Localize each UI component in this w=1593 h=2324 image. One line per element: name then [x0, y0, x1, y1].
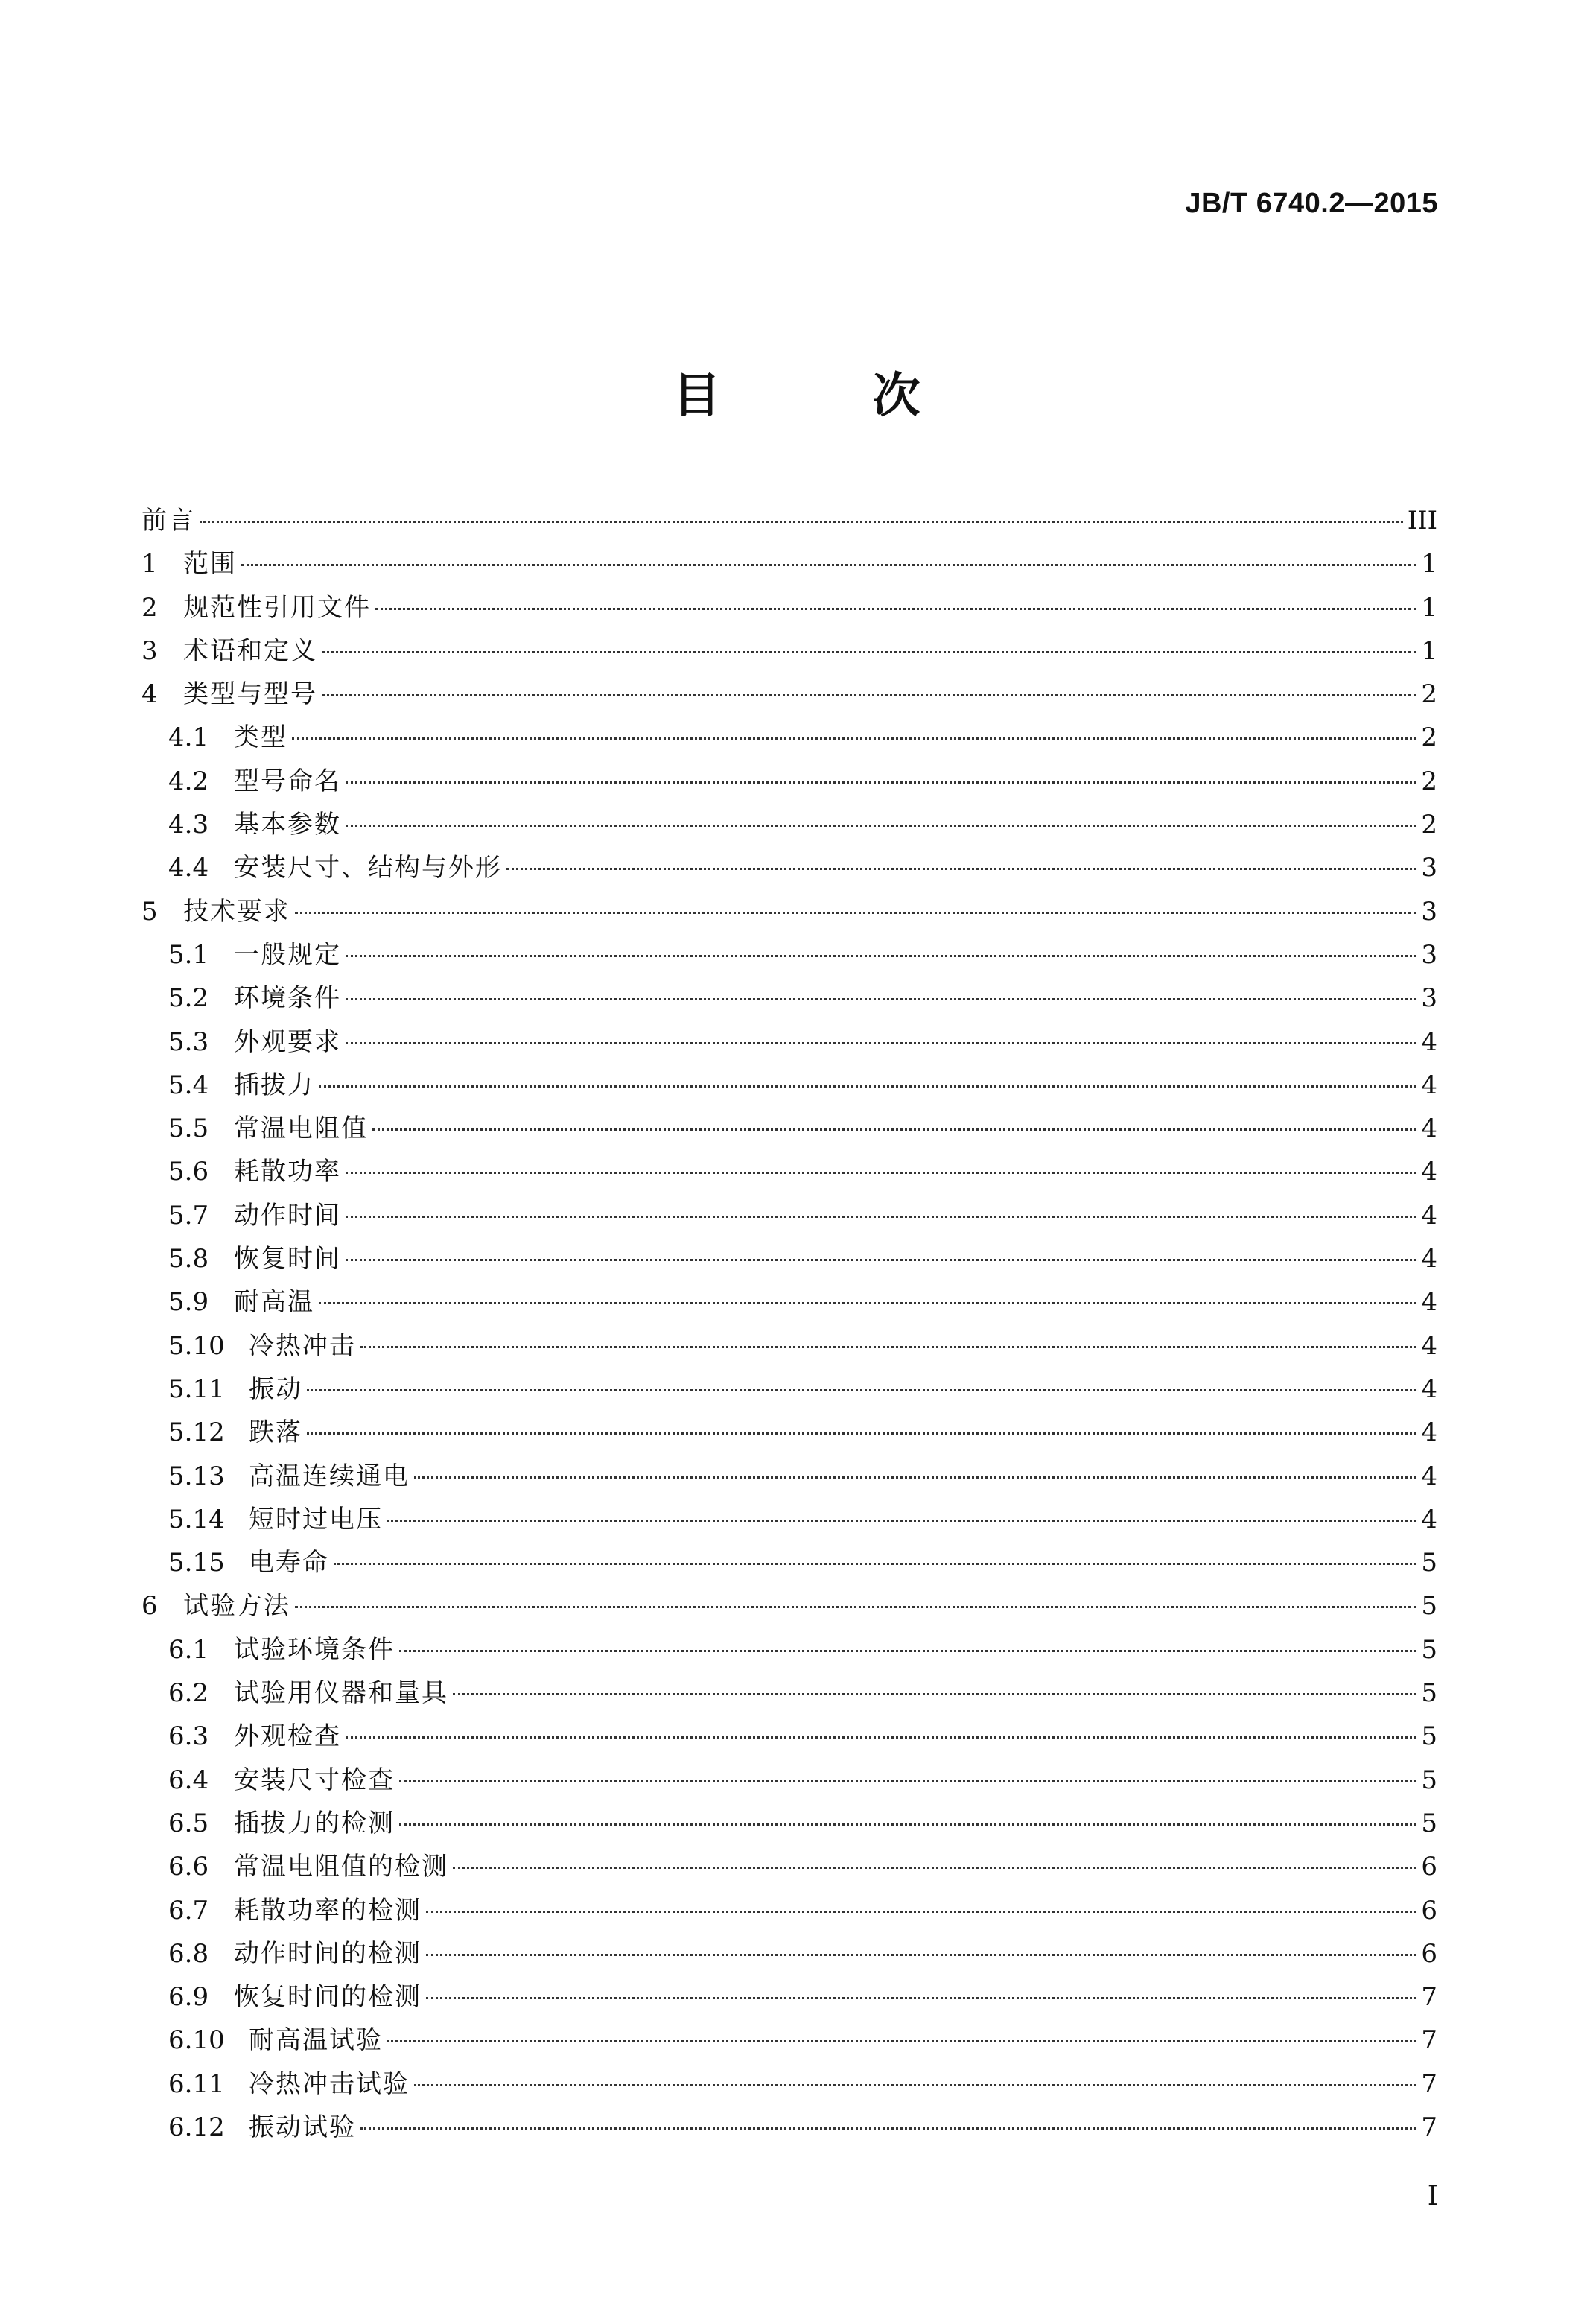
toc-entry[interactable] [142, 1541, 1437, 1584]
dot-leader [307, 1389, 1416, 1391]
toc-entry[interactable] [142, 499, 1437, 542]
dot-leader [399, 1650, 1416, 1652]
dot-leader [334, 1563, 1416, 1565]
toc-entry-page: 6 [1421, 1852, 1437, 1882]
toc-entry-page: 4 [1421, 1461, 1437, 1491]
toc-entry-label: 恢复时间的检测 [234, 1982, 422, 2013]
dot-leader [200, 521, 1403, 523]
dot-leader [414, 2084, 1416, 2086]
toc-entry-number: 4 [142, 679, 158, 710]
toc-entry-label: 高温连续通电 [249, 1461, 410, 1491]
toc-entry-page: 2 [1421, 679, 1437, 710]
dot-leader [295, 912, 1416, 914]
toc-entry-label: 试验用仪器和量具 [234, 1678, 448, 1709]
toc-entry-label: 耗散功率的检测 [234, 1895, 422, 1925]
toc-entry-number: 4.3 [168, 810, 209, 840]
toc-entry-number: 5.4 [168, 1070, 209, 1100]
toc-entry-number: 5.2 [168, 983, 209, 1014]
toc-entry[interactable] [142, 2106, 1437, 2149]
dot-leader [307, 1432, 1416, 1435]
dot-leader [346, 781, 1416, 784]
toc-entry-number: 2 [142, 592, 158, 623]
toc-entry-label: 型号命名 [234, 766, 341, 796]
toc-entry[interactable] [142, 586, 1437, 629]
dot-leader [346, 998, 1416, 1000]
dot-leader [360, 1346, 1416, 1348]
toc-entry-label: 冷热冲击试验 [249, 2069, 410, 2099]
dot-leader [346, 1736, 1416, 1739]
toc-entry-label: 动作时间 [234, 1200, 341, 1231]
table-of-contents [142, 499, 1437, 2149]
toc-entry-number: 6.3 [168, 1721, 209, 1752]
toc-entry-page: 6 [1421, 1938, 1437, 1969]
toc-entry-page: 4 [1421, 1157, 1437, 1187]
toc-entry-number: 5.14 [168, 1504, 225, 1534]
toc-entry[interactable] [142, 1671, 1437, 1715]
toc-entry-number: 5.7 [168, 1200, 209, 1231]
toc-entry[interactable] [142, 542, 1437, 585]
toc-entry[interactable] [142, 629, 1437, 673]
toc-entry-label: 安装尺寸、结构与外形 [234, 853, 502, 883]
toc-entry-page: 7 [1421, 2025, 1437, 2056]
toc-entry-page: 5 [1421, 1721, 1437, 1752]
dot-leader [426, 1954, 1416, 1956]
toc-entry-label: 一般规定 [234, 939, 341, 970]
toc-entry-label: 外观要求 [234, 1026, 341, 1057]
dot-leader [295, 1606, 1416, 1608]
toc-entry-page: 4 [1421, 1287, 1437, 1318]
toc-entry[interactable] [142, 2063, 1437, 2106]
toc-entry-page: 4 [1421, 1114, 1437, 1144]
toc-entry[interactable] [142, 1584, 1437, 1628]
dot-leader [241, 564, 1416, 566]
toc-entry[interactable] [142, 716, 1437, 759]
toc-entry-number: 5.6 [168, 1157, 209, 1187]
toc-entry-number: 6.2 [168, 1678, 209, 1709]
standard-code: JB/T 6740.2—2015 [1185, 188, 1438, 219]
toc-entry-number: 6.9 [168, 1982, 209, 2013]
toc-entry[interactable] [142, 933, 1437, 977]
toc-entry-page: 5 [1421, 1634, 1437, 1665]
toc-entry-label: 基本参数 [234, 810, 341, 840]
toc-entry-number: 5.11 [168, 1374, 225, 1404]
toc-entry[interactable] [142, 1020, 1437, 1064]
dot-leader [399, 1780, 1416, 1782]
toc-entry-number: 5.1 [168, 939, 209, 970]
toc-entry[interactable] [142, 803, 1437, 846]
toc-entry-page: 1 [1421, 549, 1437, 580]
dot-leader [506, 868, 1416, 870]
toc-entry[interactable] [142, 1280, 1437, 1324]
toc-entry-label: 动作时间的检测 [234, 1938, 422, 1969]
dot-leader [346, 1042, 1416, 1044]
toc-entry-label: 耗散功率 [234, 1157, 341, 1187]
toc-entry-page: 1 [1421, 592, 1437, 623]
dot-leader [346, 1259, 1416, 1261]
toc-entry-label: 试验方法 [183, 1591, 290, 1622]
toc-entry[interactable] [142, 1237, 1437, 1280]
dot-leader [292, 737, 1416, 740]
toc-entry-page: 4 [1421, 1026, 1437, 1057]
toc-entry-page: 5 [1421, 1678, 1437, 1709]
toc-entry[interactable] [142, 1715, 1437, 1758]
toc-entry-label: 类型与型号 [183, 679, 317, 710]
toc-entry-label: 外观检查 [234, 1721, 341, 1752]
toc-entry-label: 恢复时间 [234, 1244, 341, 1274]
toc-entry-label: 振动试验 [249, 2112, 356, 2142]
toc-entry-label: 振动 [249, 1374, 302, 1404]
toc-entry-number: 5.13 [168, 1461, 225, 1491]
dot-leader [360, 2127, 1416, 2130]
toc-entry[interactable] [142, 1411, 1437, 1454]
toc-entry-label: 试验环境条件 [234, 1634, 395, 1665]
toc-entry-page: 5 [1421, 1548, 1437, 1578]
toc-entry-label: 常温电阻值 [234, 1114, 368, 1144]
toc-entry[interactable] [142, 1932, 1437, 1975]
toc-entry-page: 3 [1421, 896, 1437, 927]
toc-entry-page: 4 [1421, 1417, 1437, 1448]
dot-leader [387, 2040, 1416, 2042]
dot-leader [414, 1476, 1416, 1479]
dot-leader [346, 825, 1416, 827]
toc-entry-number: 6.8 [168, 1938, 209, 1969]
dot-leader [387, 1520, 1416, 1522]
toc-entry-number: 4.4 [168, 853, 209, 883]
toc-entry-page: 2 [1421, 723, 1437, 753]
dot-leader [319, 1302, 1416, 1304]
dot-leader [346, 1216, 1416, 1218]
toc-entry-page: 4 [1421, 1244, 1437, 1274]
dot-leader [372, 1128, 1416, 1131]
dot-leader [346, 955, 1416, 957]
toc-entry-number: 5.3 [168, 1026, 209, 1057]
toc-entry-label: 环境条件 [234, 983, 341, 1014]
toc-entry[interactable] [142, 977, 1437, 1020]
toc-entry[interactable] [142, 760, 1437, 803]
toc-entry-label: 短时过电压 [249, 1504, 383, 1534]
toc-entry[interactable] [142, 673, 1437, 716]
dot-leader [319, 1085, 1416, 1088]
toc-entry-page: 4 [1421, 1070, 1437, 1100]
dot-leader [426, 1911, 1416, 1913]
toc-entry-page: III [1407, 506, 1437, 536]
toc-entry[interactable] [142, 1107, 1437, 1150]
toc-entry-page: 2 [1421, 810, 1437, 840]
toc-entry-page: 4 [1421, 1200, 1437, 1231]
dot-leader [346, 1172, 1416, 1174]
toc-entry-page: 5 [1421, 1591, 1437, 1622]
toc-entry[interactable] [142, 2019, 1437, 2062]
toc-entry[interactable] [142, 1455, 1437, 1498]
toc-entry-page: 2 [1421, 766, 1437, 796]
toc-entry-label: 插拔力 [234, 1070, 314, 1100]
toc-entry-number: 5.12 [168, 1417, 225, 1448]
toc-entry[interactable] [142, 1759, 1437, 1802]
toc-entry-label: 前言 [142, 506, 195, 536]
toc-entry-page: 4 [1421, 1374, 1437, 1404]
toc-entry-label: 类型 [234, 723, 287, 753]
toc-entry-number: 5.10 [168, 1330, 225, 1361]
toc-entry-number: 5.9 [168, 1287, 209, 1318]
toc-entry[interactable] [142, 1064, 1437, 1107]
toc-entry-label: 技术要求 [183, 896, 290, 927]
toc-entry-label: 电寿命 [249, 1548, 329, 1578]
toc-entry-number: 6.4 [168, 1765, 209, 1795]
toc-entry-page: 5 [1421, 1808, 1437, 1838]
toc-entry-page: 7 [1421, 1982, 1437, 2013]
toc-entry[interactable] [142, 1150, 1437, 1193]
dot-leader [322, 694, 1416, 696]
toc-entry-number: 5.15 [168, 1548, 225, 1578]
toc-entry[interactable] [142, 1628, 1437, 1671]
toc-entry-label: 插拔力的检测 [234, 1808, 395, 1838]
toc-entry-label: 常温电阻值的检测 [234, 1852, 448, 1882]
toc-entry[interactable] [142, 1194, 1437, 1237]
dot-leader [453, 1693, 1416, 1695]
toc-entry-page: 6 [1421, 1895, 1437, 1925]
toc-entry-number: 6.6 [168, 1852, 209, 1882]
toc-entry[interactable] [142, 1368, 1437, 1411]
toc-entry-label: 耐高温试验 [249, 2025, 383, 2056]
toc-entry[interactable] [142, 1324, 1437, 1368]
toc-entry[interactable] [142, 1802, 1437, 1845]
dot-leader [453, 1867, 1416, 1869]
toc-entry[interactable] [142, 1975, 1437, 2019]
toc-entry[interactable] [142, 890, 1437, 933]
toc-entry-number: 1 [142, 549, 158, 580]
toc-entry-number: 5.8 [168, 1244, 209, 1274]
toc-entry-number: 4.2 [168, 766, 209, 796]
toc-entry-label: 规范性引用文件 [183, 592, 371, 623]
toc-entry-number: 5.5 [168, 1114, 209, 1144]
toc-entry-number: 5 [142, 896, 158, 927]
toc-entry-page: 3 [1421, 853, 1437, 883]
toc-entry-label: 术语和定义 [183, 635, 317, 666]
toc-entry[interactable] [142, 1498, 1437, 1541]
toc-entry-page: 4 [1421, 1330, 1437, 1361]
toc-entry-label: 耐高温 [234, 1287, 314, 1318]
dot-leader [426, 1997, 1416, 1999]
toc-entry-page: 7 [1421, 2069, 1437, 2099]
toc-entry-page: 3 [1421, 983, 1437, 1014]
toc-entry-label: 冷热冲击 [249, 1330, 356, 1361]
toc-entry-label: 范围 [183, 549, 237, 580]
toc-entry-page: 3 [1421, 939, 1437, 970]
dot-leader [399, 1823, 1416, 1826]
dot-leader [375, 608, 1416, 610]
toc-entry-number: 6 [142, 1591, 158, 1622]
toc-entry-label: 跌落 [249, 1417, 302, 1448]
toc-entry-page: 7 [1421, 2112, 1437, 2142]
toc-entry-number: 6.7 [168, 1895, 209, 1925]
toc-entry-number: 6.12 [168, 2112, 225, 2142]
page-number: I [1427, 2181, 1438, 2212]
toc-entry-number: 6.10 [168, 2025, 225, 2056]
toc-entry-number: 4.1 [168, 723, 209, 753]
toc-entry-number: 3 [142, 635, 158, 666]
toc-entry-page: 5 [1421, 1765, 1437, 1795]
toc-entry-number: 6.5 [168, 1808, 209, 1838]
toc-entry[interactable] [142, 846, 1437, 889]
dot-leader [322, 651, 1416, 653]
toc-entry[interactable] [142, 1845, 1437, 1888]
toc-entry-page: 1 [1421, 635, 1437, 666]
toc-entry-label: 安装尺寸检查 [234, 1765, 395, 1795]
toc-entry[interactable] [142, 1889, 1437, 1932]
toc-entry-number: 6.11 [168, 2069, 225, 2099]
toc-entry-page: 4 [1421, 1504, 1437, 1534]
toc-title: 目 次 [673, 369, 973, 424]
toc-entry-number: 6.1 [168, 1634, 209, 1665]
